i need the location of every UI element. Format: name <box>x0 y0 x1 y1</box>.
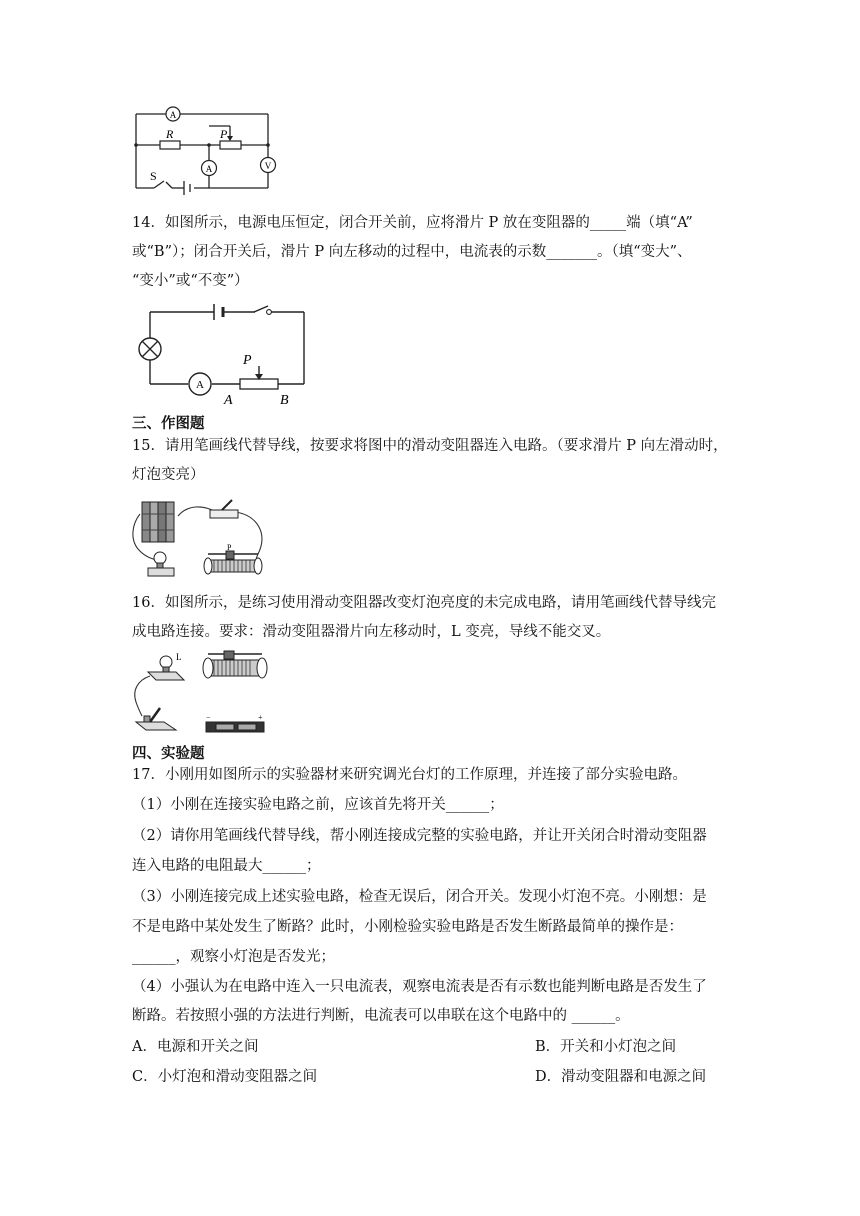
circuit-figure-14 <box>130 302 310 408</box>
slider-label: P <box>243 353 252 368</box>
q17-intro: 17．小刚用如图所示的实验器材来研究调光台灯的工作原理，并连接了部分实验电路。 <box>132 767 687 783</box>
ammeter-label: A <box>205 164 213 174</box>
slider-label: P <box>227 543 232 552</box>
slider-label: P <box>220 127 228 141</box>
circuit-figure-13 <box>128 100 278 192</box>
q15-line2: 灯泡变亮） <box>132 467 205 483</box>
q17-part3-line1: （3）小刚连接完成上述实验电路，检查无误后，闭合开关。发现小灯泡不亮。小刚想：是 <box>132 889 707 905</box>
section-title: 四、实验题 <box>132 745 205 762</box>
q16-line1: 16．如图所示，是练习使用滑动变阻器改变灯泡亮度的未完成电路，请用笔画线代替导线完 <box>132 595 716 611</box>
ammeter-label: A <box>196 379 204 391</box>
q17-part3-line2: 不是电路中某处发生了断路？此时，小刚检验实验电路是否发生断路最简单的操作是： <box>132 919 683 935</box>
q17-part2-line2: 连入电路的电阻最大______； <box>132 858 321 874</box>
q17-part2-line1: （2）请你用笔画线代替导线，帮小刚连接成完整的实验电路，并让开关闭合时滑动变阻器 <box>132 828 707 844</box>
ammeter-label: A <box>169 110 177 120</box>
switch-label: S <box>150 169 157 183</box>
option-a: A．电源和开关之间 <box>132 1039 259 1055</box>
voltmeter-label: V <box>264 161 272 171</box>
q14-line1: 14．如图所示，电源电压恒定，闭合开关前，应将滑片 P 放在变阻器的_____端（填“A” <box>132 215 693 231</box>
q17-part3-line3: ______，观察小灯泡是否发光； <box>132 949 335 965</box>
q16-line2: 成电路连接。要求：滑动变阻器滑片向左移动时，L 变亮，导线不能交叉。 <box>132 624 611 640</box>
q17-part4-line2: 断路。若按照小强的方法进行判断，电流表可以串联在这个电路中的 ______。 <box>132 1008 630 1024</box>
q17-part1: （1）小刚在连接实验电路之前，应该首先将开关______； <box>132 797 504 813</box>
lamp-label: L <box>176 652 182 662</box>
circuit-figure-15 <box>128 494 268 584</box>
q15-line1: 15．请用笔画线代替导线，按要求将图中的滑动变阻器连入电路。（要求滑片 P 向左滑动时， <box>132 438 728 454</box>
circuit-figure-16 <box>128 650 278 742</box>
q14-line2: 或“B”）；闭合开关后，滑片 P 向左移动的过程中，电流表的示数_______。（填“变大”、 <box>132 244 692 260</box>
option-d: D．滑动变阻器和电源之间 <box>535 1069 707 1085</box>
section-title: 三、作图题 <box>132 415 205 432</box>
terminal-a-label: A <box>224 393 233 408</box>
plus-terminal: + <box>258 713 263 722</box>
minus-terminal: − <box>206 713 211 722</box>
terminal-b-label: B <box>280 393 289 408</box>
option-c: C．小灯泡和滑动变阻器之间 <box>132 1069 318 1085</box>
q17-part4-line1: （4）小强认为在电路中连入一只电流表，观察电流表是否有示数也能判断电路是否发生了 <box>132 979 707 995</box>
q14-line3: “变小”或“不变”） <box>132 273 249 289</box>
resistor-label: R <box>166 127 174 141</box>
option-b: B．开关和小灯泡之间 <box>535 1039 677 1055</box>
